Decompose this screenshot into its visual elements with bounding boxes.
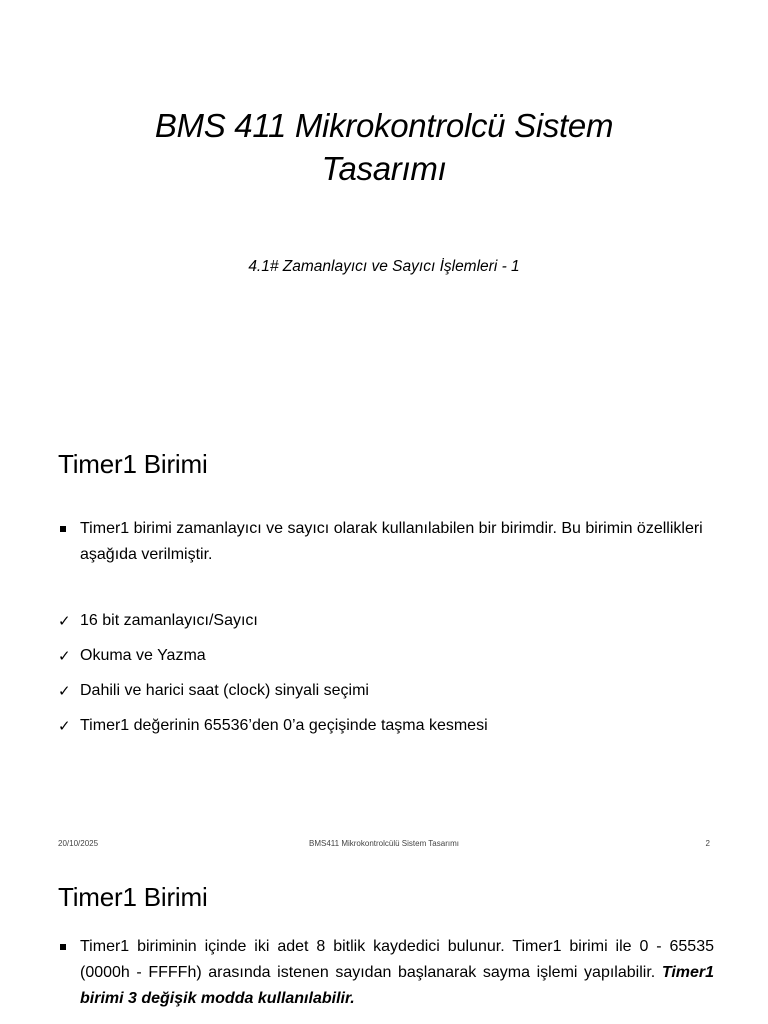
checkmark-icon: ✓ — [58, 647, 71, 665]
checkmark-icon: ✓ — [58, 682, 71, 700]
checkmark-icon: ✓ — [58, 612, 71, 630]
slide3-title: Timer1 Birimi — [58, 882, 208, 912]
checkmark-icon: ✓ — [58, 717, 71, 735]
presentation-subtitle: 4.1# Zamanlayıcı ve Sayıcı İşlemleri - 1 — [248, 258, 520, 275]
presentation-title-line1: BMS 411 Mikrokontrolcü Sistem — [154, 107, 614, 144]
slide2-title: Timer1 Birimi — [58, 449, 208, 479]
feature-text: 16 bit zamanlayıcı/Sayıcı — [80, 612, 258, 629]
feature-text: Dahili ve harici saat (clock) sinyali seçimi — [80, 682, 369, 699]
presentation-title-line2: Tasarımı — [321, 150, 447, 187]
footer-date: 20/10/2025 — [58, 839, 99, 848]
footer-course-title: BMS411 Mikrokontrolcülü Sistem Tasarımı — [309, 839, 459, 848]
square-bullet-icon — [60, 944, 66, 950]
feature-text: Okuma ve Yazma — [80, 647, 206, 664]
square-bullet-icon — [60, 526, 66, 532]
slide3-body-emphasis: Timer1 birimi 3 değişik modda kullanılabilir. — [80, 964, 715, 1007]
slide3-body-plain: Timer1 biriminin içinde iki adet 8 bitlik kaydedici bulunur. Timer1 birimi ile 0 - 65535 (0000h - FFFFh) arasında istenen sayıdan başlanarak sayma işlemi yapılabilir. — [80, 938, 714, 981]
page-number: 2 — [705, 839, 710, 848]
feature-text: Timer1 değerinin 65536’den 0’a geçişinde taşma kesmesi — [80, 717, 488, 734]
slide2-intro-text: Timer1 birimi zamanlayıcı ve sayıcı olarak kullanılabilen bir birimdir. Bu birimin özellikleri aşağıda verilmiştir. — [80, 520, 703, 563]
presentation-title — [0, 104, 768, 190]
slide3-body-text — [80, 934, 714, 1012]
